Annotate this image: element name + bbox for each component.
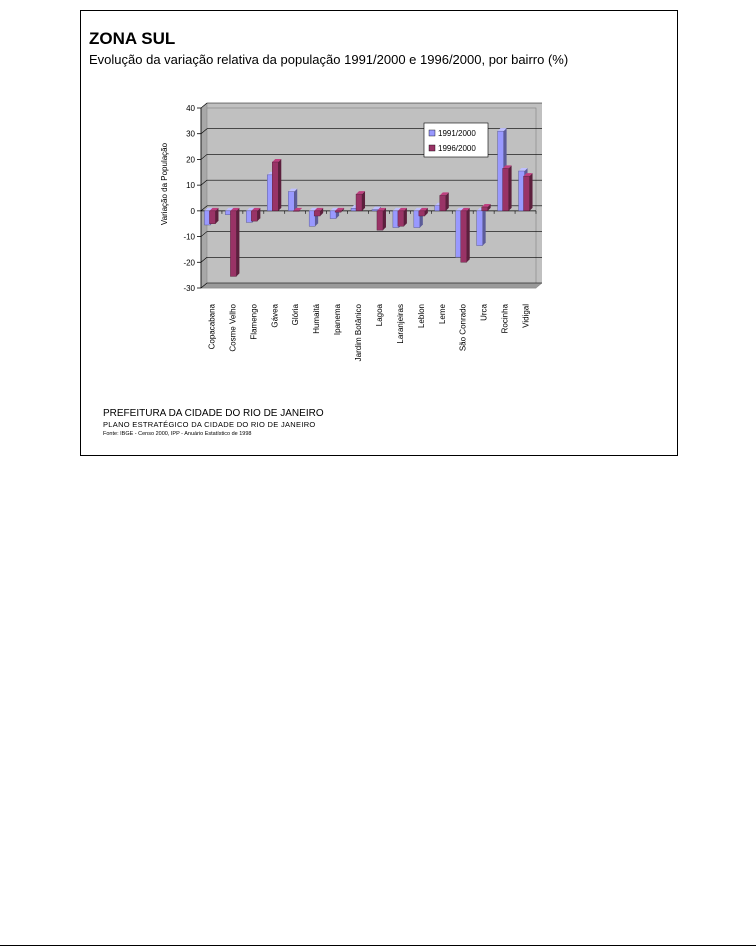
- plot-side-wall: [201, 103, 207, 288]
- x-tick-label: Rocinha: [500, 304, 510, 334]
- series-1-bar: [356, 194, 362, 211]
- series-1-bar: [335, 211, 341, 212]
- chart-frame: [80, 10, 678, 456]
- series-1-bar: [272, 162, 278, 211]
- y-tick-label: 0: [190, 206, 195, 216]
- page-subtitle: Evolução da variação relativa da população 1991/2000 e 1996/2000, por bairro (%): [89, 52, 569, 67]
- series-1-bar-side: [404, 208, 407, 226]
- series-1-bar: [398, 211, 404, 226]
- series-1-bar: [314, 211, 320, 216]
- y-tick-label: -10: [183, 232, 195, 242]
- series-1-bar-side: [362, 191, 365, 211]
- series-1-bar-side: [383, 208, 386, 230]
- series-0-bar: [288, 192, 294, 211]
- x-tick-label: Laranjeiras: [395, 304, 405, 344]
- footer-source: Fonte: IBGE - Censo 2000, IPP - Anuário Estatístico de 1998: [103, 431, 252, 437]
- footer: [103, 408, 324, 438]
- x-tick-label: Flamengo: [249, 304, 259, 340]
- x-tick-label: Copacabana: [207, 304, 217, 350]
- series-1-bar: [482, 207, 488, 211]
- x-tick-label: Vidigal: [521, 304, 531, 328]
- series-1-bar: [230, 211, 236, 277]
- page-title: ZONA SUL: [89, 29, 176, 48]
- series-1-bar: [209, 211, 215, 224]
- footer-org: PREFEITURA DA CIDADE DO RIO DE JANEIRO: [103, 408, 324, 419]
- x-tick-label: Leblon: [416, 304, 426, 329]
- series-0-bar: [477, 211, 483, 246]
- x-tick-label: Gávea: [270, 304, 280, 328]
- x-tick-label: Humaitá: [312, 304, 322, 334]
- series-1-bar-side: [236, 208, 239, 277]
- x-tick-label: São Conrado: [458, 304, 468, 352]
- x-tick-label: Urca: [479, 304, 489, 321]
- legend-swatch: [429, 130, 435, 136]
- series-1-bar: [293, 211, 299, 212]
- series-1-bar: [461, 211, 467, 262]
- series-0-bar-side: [294, 189, 297, 211]
- series-0-bar-side: [483, 208, 486, 246]
- series-1-bar: [377, 211, 383, 230]
- legend-label: 1991/2000: [438, 129, 476, 138]
- y-axis-title: Variação da População: [160, 142, 169, 226]
- series-1-bar: [419, 211, 425, 216]
- y-tick-label: 10: [186, 181, 195, 191]
- y-tick-label: 30: [186, 129, 195, 139]
- series-1-bar-side: [467, 208, 470, 262]
- y-tick-label: -20: [183, 258, 195, 268]
- x-tick-label: Jardim Botânico: [354, 304, 364, 362]
- series-1-bar-side: [278, 159, 281, 211]
- legend-label: 1996/2000: [438, 144, 476, 153]
- x-tick-label: Ipanema: [333, 304, 343, 336]
- series-1-bar: [503, 168, 509, 210]
- x-tick-label: Cosme Velho: [228, 304, 238, 352]
- series-1-bar-side: [446, 192, 449, 210]
- y-tick-label: -30: [183, 284, 195, 293]
- legend-swatch: [429, 145, 435, 151]
- y-tick-label: 40: [186, 104, 195, 113]
- series-1-bar: [440, 195, 446, 210]
- page-bottom-rule: [0, 945, 756, 946]
- series-1-bar: [524, 176, 530, 211]
- series-1-bar-side: [509, 165, 512, 210]
- series-1-bar-side: [530, 173, 533, 211]
- x-tick-label: Leme: [437, 304, 447, 325]
- plot-floor: [201, 283, 542, 288]
- y-tick-label: 20: [186, 155, 195, 165]
- footer-plan: PLANO ESTRATÉGICO DA CIDADE DO RIO DE JANEIRO: [103, 420, 316, 429]
- x-tick-label: Lagoa: [374, 304, 384, 327]
- x-tick-label: Glória: [291, 304, 301, 326]
- bar-chart: [81, 11, 679, 457]
- series-1-bar: [251, 211, 257, 221]
